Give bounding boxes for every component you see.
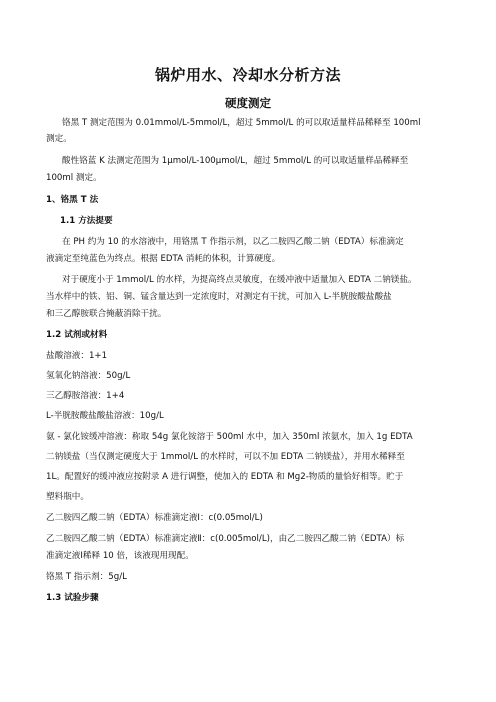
reagent-line: 二钠镁盐（当仅测定硬度大于 1mmol/L 的水样时，可以不加 EDTA 二钠镁盐），并用水稀释至 bbox=[46, 452, 405, 462]
subsection-heading: 1.1 方法提要 bbox=[60, 216, 113, 226]
reagent-line: 氨 - 氯化铵缓冲溶液：称取 54g 氯化铵溶于 500ml 水中，加入 350ml 浓氨水，加入 1g EDTA bbox=[46, 432, 413, 442]
document-title: 锅炉用水、冷却水分析方法 bbox=[154, 66, 341, 84]
reagent-line: 三乙醇胺溶液：1+4 bbox=[46, 391, 125, 401]
paragraph-line: 液滴定至纯蓝色为终点。根据 EDTA 消耗的体积，计算硬度。 bbox=[46, 254, 281, 264]
reagent-line: 盐酸溶液：1+1 bbox=[46, 351, 108, 361]
reagent-line: 铬黑 T 指示剂：5g/L bbox=[46, 572, 127, 582]
reagent-line: 准滴定液Ⅰ稀释 10 倍，该液现用现配。 bbox=[46, 551, 194, 561]
section-subtitle: 硬度测定 bbox=[225, 96, 271, 110]
paragraph-line: 测定。 bbox=[46, 134, 72, 144]
subsection-heading: 1.3 试验步骤 bbox=[46, 593, 99, 603]
paragraph-line: 和三乙醇胺联合掩蔽消除干扰。 bbox=[46, 309, 167, 319]
paragraph-line: 100ml 测定。 bbox=[46, 173, 102, 183]
subsection-heading: 1.2 试剂或材料 bbox=[46, 330, 108, 340]
reagent-line: 1L。配置好的缓冲液应按附录 A 进行调整，使加入的 EDTA 和 Mg2-物质的量恰好相等。贮于 bbox=[46, 472, 404, 482]
paragraph-line: 在 PH 约为 10 的水溶液中，用铬黑 T 作指示剂，以乙二胺四乙酸二钠（EDTA）标准滴定 bbox=[62, 237, 404, 247]
section-heading: 1、铬黑 T 法 bbox=[46, 195, 99, 205]
paragraph-line: 酸性铬蓝 K 法测定范围为 1μmol/L-100μmol/L，超过 5mmol/L 的可以取适量样品稀释至 bbox=[62, 156, 409, 166]
reagent-line: L-半胱胺酸盐酸盐溶液：10g/L bbox=[46, 411, 164, 421]
paragraph-line: 当水样中的铁、铝、铜、锰含量达到一定浓度时，对测定有干扰，可加入 L-半胱胺酸盐酸盐 bbox=[46, 292, 392, 302]
reagent-line: 氢氧化钠溶液：50g/L bbox=[46, 371, 131, 381]
reagent-line: 乙二胺四乙酸二钠（EDTA）标准滴定液Ⅰ：c(0.05mol/L) bbox=[46, 513, 263, 523]
paragraph-line: 铬黑 T 测定范围为 0.01mmol/L-5mmol/L，超过 5mmol/L 的可以取适量样品稀释至 100ml bbox=[62, 118, 421, 128]
reagent-line: 乙二胺四乙酸二钠（EDTA）标准滴定液Ⅱ：c(0.005mol/L)，由乙二胺四乙酸二钠（EDTA）标 bbox=[46, 534, 405, 544]
paragraph-line: 对于硬度小于 1mmol/L 的水样，为提高终点灵敏度，在缓冲液中适量加入 EDTA 二钠镁盐。 bbox=[62, 275, 417, 285]
reagent-line: 塑料瓶中。 bbox=[46, 492, 89, 502]
